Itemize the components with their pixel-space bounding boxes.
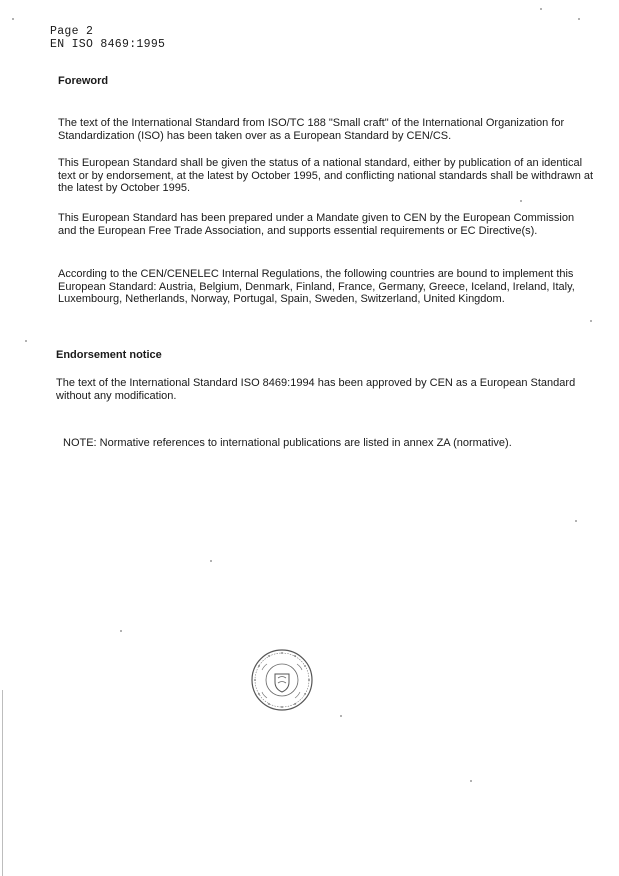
foreword-paragraph-2: This European Standard shall be given the status of a national standard, either by publication of an identical text or by endorsement, at the latest by October 1995, and conflicting national standards shall be withdrawn at the latest by October 1995. [58,157,594,194]
endorsement-text: The text of the International Standard ISO 8469:1994 has been approved by CEN as a European Standard without any modification. [56,377,576,402]
scan-speck [590,320,592,322]
endorsement-heading: Endorsement notice [56,349,162,361]
scan-speck [540,8,542,10]
foreword-heading: Foreword [58,75,109,87]
foreword-paragraph-1: The text of the International Standard from ISO/TC 188 "Small craft" of the International Organization for Standardization (ISO) has been taken over as a European Standard by CEN/CS. [58,117,565,142]
scan-speck [578,18,580,20]
cen-seal-stamp [250,648,314,712]
scan-speck [120,630,122,632]
scan-speck [575,520,577,522]
document-id: EN ISO 8469:1995 [50,38,166,51]
foreword-paragraph-4: According to the CEN/CENELEC Internal Regulations, the following countries are bound to implement this European Standard: Austria, Belgium, Denmark, Finland, France, Germany, Greece, Iceland, Ireland, Italy, Luxembourg, Netherlands, Norway, Portugal, Spain, Sweden, Switzerland, United Kingdom. [58,268,575,305]
scan-speck [520,200,522,202]
normative-note: NOTE: Normative references to international publications are listed in annex ZA (normative). [63,437,512,449]
page-header [50,25,165,51]
scan-speck [470,780,472,782]
scan-edge-line [2,690,3,876]
foreword-paragraph-3: This European Standard has been prepared under a Mandate given to CEN by the European Commission and the European Free Trade Association, and supports essential requirements or EC Directive(s). [58,212,575,237]
scan-speck [340,715,342,717]
page-number: Page 2 [50,25,94,38]
scan-speck [25,340,27,342]
scan-speck [12,18,14,20]
scan-speck [210,560,212,562]
